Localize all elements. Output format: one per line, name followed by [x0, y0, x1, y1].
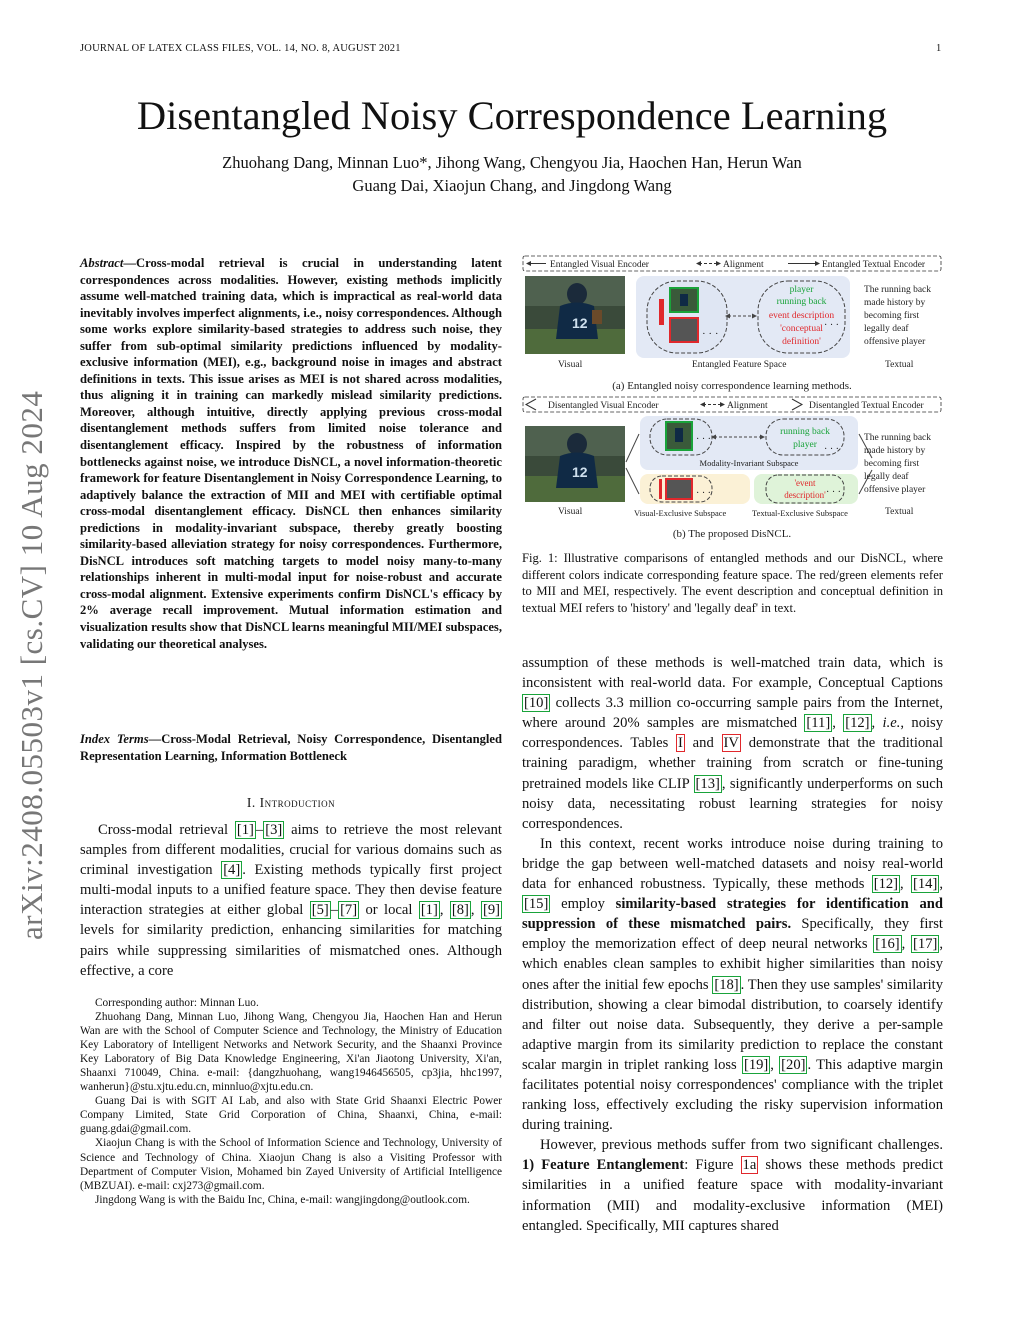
svg-text:· · ·: · · ·	[826, 487, 841, 498]
footnote-affiliation-2: Guang Dai is with SGIT AI Lab, and also with State Grid Shaanxi Electric Power Company Limited, State Grid Corporation of China, Shaanxi, China, e-mail: guang.gdai@gmail.com.	[80, 1095, 502, 1136]
figure-ref-link[interactable]: 1a	[742, 1157, 757, 1174]
svg-text:12: 12	[572, 315, 588, 331]
citation-link[interactable]: [1]	[420, 902, 438, 919]
paragraph-2: In this context, recent works introduce noise during training to bridge the gap between well-matched datasets and noisy real-world data for enhanced robustness. Typically, these methods [12] , [14] , [15] employ similarity-based strategies for identification and suppression of these mismatched pairs. Specifically, they first employ the memorization effect of deep neural networks [16] , [17] , which enables clean samples to exhibit higher similarities than noisy ones after the initial few epochs [18] . Then they use samples' similarity distribution, showing a clear bimodal distribution, to coarsely identify and filter out noise data. Subsequently, they derive a per-sample adaptive margin from its similarity prediction to replace the constant scalar margin in triplet ranking loss [19] , [20] . This adaptive margin facilitates potential noisy correspondences' compliance with the triplet ranking loss, effectively excluding the risky supervision information during training.	[522, 835, 944, 1134]
table-ref-link[interactable]: I	[678, 735, 683, 752]
vex-label: Visual-Exclusive Subspace	[634, 508, 727, 518]
svg-text:running back: running back	[776, 297, 827, 307]
citation-link[interactable]: [4]	[223, 862, 241, 879]
citation-link[interactable]: [1]	[236, 822, 254, 838]
citation-link[interactable]: [13]	[695, 775, 720, 792]
subcaption-b: (b) The proposed DisNCL.	[672, 528, 792, 540]
section-title: Introduction	[259, 795, 336, 810]
right-column-text	[522, 653, 943, 1236]
svg-text:made history by: made history by	[864, 446, 926, 456]
svg-text:legally deaf: legally deaf	[864, 324, 909, 334]
textual-encoder-label-b: Disentangled Textual Encoder	[809, 401, 924, 411]
abstract-label: Abstract	[80, 256, 124, 270]
visual-label-a: Visual	[558, 360, 583, 370]
author-line-1: Zhuohang Dang, Minnan Luo*, Jihong Wang, Chengyou Jia, Haochen Han, Herun Wan	[222, 153, 802, 172]
svg-text:· · ·: · · ·	[696, 434, 711, 445]
index-terms	[80, 731, 502, 764]
footnote-affiliation-1: Zhuohang Dang, Minnan Luo, Jihong Wang, Chengyou Jia, Haochen Han and Herun Wan are with the School of Computer Science and Technology, the Ministry of Education Key Laboratory of Intelligent Networks and Network Security, and the Shaanxi Province Key Laboratory of Big Data Knowledge Engineering, Xi'an Jiaotong University, Xi'an, Shaanxi 710049, China. e-mail: {dangzhuohang, wang1946456505, cp3jia, hhc1997, wanherun}@stu.xjtu.edu.cn, minnluo@xjtu.edu.cn.	[80, 1011, 502, 1094]
citation-link[interactable]: [14]	[913, 876, 938, 893]
author-list	[0, 151, 1024, 197]
football-photo-a	[525, 276, 625, 354]
alignment-label-a: Alignment	[723, 260, 764, 270]
arxiv-stamp: arXiv:2408.05503v1 [cs.CV] 10 Aug 2024	[14, 390, 49, 940]
textual-input-a	[864, 285, 931, 347]
citation-link[interactable]: [17]	[913, 936, 938, 953]
paper-title: Disentangled Noisy Correspondence Learning	[136, 93, 888, 138]
paragraph-3: However, previous methods suffer from two significant challenges. 1) Feature Entanglement: Figure 1a shows these methods predict similarities in a unified feature space with modality-invariant information (MII) and modality-exclusive information (MEI) entangled. Specifically, MII captures shared	[522, 1137, 944, 1234]
svg-text:description': description'	[784, 490, 826, 500]
footnote-corresponding: Corresponding author: Minnan Luo.	[95, 997, 259, 1009]
svg-text:offensive player: offensive player	[864, 337, 926, 347]
footnotes	[80, 996, 502, 1207]
visual-encoder-label-a: Entangled Visual Encoder	[550, 260, 649, 270]
index-terms-label: Index Terms	[80, 732, 149, 746]
abstract	[80, 255, 502, 652]
running-header: JOURNAL OF LATEX CLASS FILES, VOL. 14, NO. 8, AUGUST 2021	[80, 43, 401, 54]
svg-text:The running back: The running back	[864, 433, 932, 443]
citation-link[interactable]: [18]	[714, 976, 739, 993]
citation-link[interactable]: [5]	[311, 902, 329, 919]
citation-link[interactable]: [3]	[265, 822, 283, 838]
citation-link[interactable]: [20]	[781, 1056, 806, 1073]
space-label-a: Entangled Feature Space	[692, 360, 787, 370]
svg-text:12: 12	[572, 464, 588, 480]
textual-encoder-label-a: Entangled Textual Encoder	[822, 260, 926, 270]
citation-link[interactable]: [8]	[451, 902, 469, 919]
visual-encoder-label-b: Disentangled Visual Encoder	[548, 401, 659, 411]
textual-label-b: Textual	[885, 507, 914, 517]
svg-text:player: player	[793, 440, 817, 450]
svg-text:· · ·: · · ·	[824, 320, 839, 331]
index-terms-text: —Cross-Modal Retrieval, Noisy Correspondence, Disentangled Representation Learning, Information Bottleneck	[80, 732, 502, 763]
subcaption-a: (a) Entangled noisy correspondence learning methods.	[612, 380, 852, 392]
alignment-label-b: Alignment	[727, 401, 768, 411]
section-number: I.	[246, 795, 256, 810]
textual-input-b	[864, 433, 931, 495]
figure-caption: Fig. 1: Illustrative comparisons of entangled methods and our DisNCL, where different colors indicate corresponding feature space. The red/green elements refer to MII and MEI, respectively. The event description and conceptual definition in textual MEI refers to 'history' and 'legally deaf' in text.	[522, 551, 943, 615]
svg-text:'conceptual: 'conceptual	[780, 324, 823, 334]
citation-link[interactable]: [9]	[482, 902, 500, 919]
citation-link[interactable]: [11]	[806, 715, 831, 732]
citation-link[interactable]: [7]	[340, 902, 358, 919]
citation-link[interactable]: [12]	[845, 715, 870, 732]
textual-label-a: Textual	[885, 360, 914, 370]
paragraph-1: assumption of these methods is well-matched train data, which is inconsistent with real-world data. For example, Conceptual Captions [10] collects 3.3 million co-occurring sample pairs from the Internet, where around 20% samples are mismatched [11] , [12] , i.e., noisy correspondences. Tables I and IV demonstrate that the traditional training paradigm, whether training from scratch or fine-tuning pretrained models like CLIP [13] , significantly underperforms on such noisy data, necessitating robust learning strategies for noisy correspondences.	[522, 655, 944, 832]
svg-text:event description: event description	[768, 311, 835, 321]
footnote-affiliation-3: Xiaojun Chang is with the School of Information Science and Technology, University of Science and Technology of China. Xiaojun Chang is also a Visiting Professor with Department of Computer Vision, Mohamed bin Zayed University of Artificial Intelligence (MBZUAI). e-mail: cxj273@gmail.com.	[80, 1137, 502, 1192]
citation-link[interactable]: [12]	[873, 876, 899, 893]
svg-text:· · ·: · · ·	[702, 328, 719, 340]
abstract-text: —Cross-modal retrieval is crucial in understanding latent correspondences across modalities. However, existing methods implicitly assume well-matched training data, which is impractical as real-world data inevitably involves imperfect alignments, i.e., noisy correspondences. Although some works explore similarity-based strategies to address such noise, they suffer from sub-optimal similarity predictions influenced by modality-exclusive information (MEI), e.g., background noise in images and abstract definitions in texts. This issue arises as MEI is not shared across modalities, thus aligning it in training can markedly mislead similarity predictions. Moreover, although intuitive, directly applying previous cross-modal disentanglement methods suffers from limited noise tolerance and disentanglement efficacy. Inspired by the robustness of information bottlenecks against noise, we introduce DisNCL, a novel information-theoretic framework for feature Disentanglement in Noisy Correspondence Learning, to adaptively balance the extraction of MII and MEI with certifiable optimal cross-modal disentanglement efficacy. DisNCL then enhances similarity predictions in modality-invariant subspace, thereby greatly boosting similarity-based alleviation strategy for noisy correspondences. Furthermore, DisNCL introduces soft matching targets to model noisy many-to-many relationships inherent in multi-modal input for noise-robust and accurate cross-modal alignment. Extensive experiments confirm DisNCL's efficacy by 2% average recall improvement. Mutual information estimation and visualization results show that DisNCL learns meaningful MII/MEI subspaces, validating our theoretical analyses.	[80, 256, 502, 651]
visual-label-b: Visual	[558, 507, 583, 517]
citation-link[interactable]: [19]	[743, 1056, 769, 1073]
figure-1	[522, 254, 943, 542]
section-heading	[80, 795, 502, 811]
svg-text:player: player	[789, 285, 814, 295]
svg-text:becoming first: becoming first	[864, 459, 920, 469]
mii-label: Modality-Invariant Subspace	[699, 458, 799, 468]
football-photo-b	[525, 426, 625, 502]
svg-text:The running back: The running back	[864, 285, 932, 295]
svg-text:· · ·: · · ·	[824, 444, 839, 455]
citation-link[interactable]: [10]	[524, 695, 549, 712]
page-number: 1	[936, 43, 942, 54]
svg-text:offensive player: offensive player	[864, 485, 926, 495]
footnote-affiliation-4: Jingdong Wang is with the Baidu Inc, China, e-mail: wangjingdong@outlook.com.	[95, 1193, 470, 1206]
table-ref-link[interactable]: IV	[723, 735, 739, 752]
svg-text:definition': definition'	[782, 337, 821, 347]
citation-link[interactable]: [16]	[875, 936, 900, 953]
svg-text:made history by: made history by	[864, 298, 926, 308]
author-line-2: Guang Dai, Xiaojun Chang, and Jingdong Wang	[352, 176, 672, 195]
svg-text:· · ·: · · ·	[696, 488, 711, 499]
svg-text:running back: running back	[780, 427, 830, 437]
svg-text:becoming first: becoming first	[864, 311, 920, 321]
citation-link[interactable]: [15]	[524, 896, 549, 913]
tex-label: Textual-Exclusive Subspace	[752, 508, 848, 518]
svg-text:legally deaf: legally deaf	[864, 472, 909, 482]
svg-text:'event: 'event	[794, 478, 816, 488]
intro-paragraph: Cross-modal retrieval [1] – [3] aims to retrieve the most relevant samples from different modalities, crucial for various domains such as criminal investigation [4] . Existing methods typically first project multi-modal inputs to a unified feature space. They then devise feature interaction strategies at either global [5] – [7] or local [1] , [8] , [9] levels for similarity prediction, enhancing similarities for matching pairs while suppressing similarities of mismatched ones. Although effective, a core	[80, 822, 502, 979]
